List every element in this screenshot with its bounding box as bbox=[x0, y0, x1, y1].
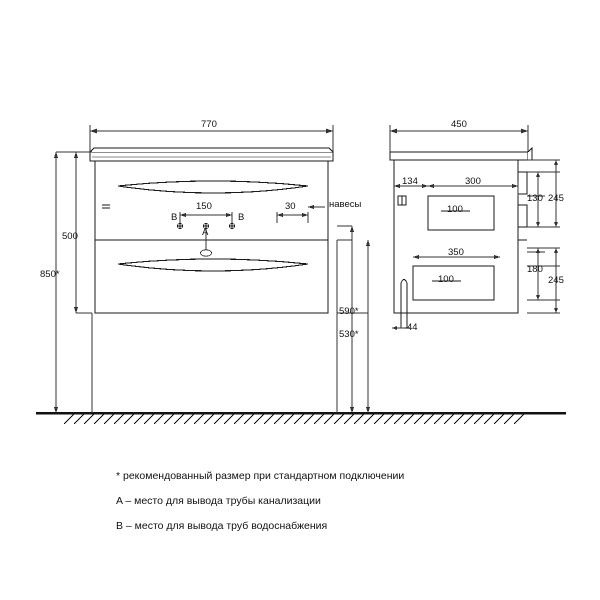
dim-label-130: 130 bbox=[527, 193, 543, 204]
side-countertop bbox=[390, 148, 532, 160]
dim-label-180: 180 bbox=[527, 264, 543, 275]
dim-label-770: 770 bbox=[201, 119, 217, 130]
dim-label-134: 134 bbox=[402, 176, 418, 187]
dim-label-30: 30 bbox=[285, 201, 296, 212]
side-hanger-detail bbox=[518, 172, 527, 252]
dim-label-590: 590* bbox=[339, 306, 359, 317]
marker-b-right-symbol bbox=[229, 223, 234, 228]
marker-a-label: A bbox=[202, 227, 209, 238]
side-44-dimension bbox=[392, 326, 404, 330]
floor-line bbox=[36, 413, 566, 424]
front-left-dimensions bbox=[54, 152, 92, 413]
dim-label-300: 300 bbox=[465, 176, 481, 187]
legend-line-2: A – место для вывода трубы канализации bbox=[116, 495, 321, 507]
dim-label-245-bottom: 245 bbox=[548, 275, 564, 286]
dim-label-150: 150 bbox=[196, 201, 212, 212]
legend-line-1: * рекомендованный размер при стандартном подключении bbox=[116, 470, 405, 482]
legend-notes bbox=[116, 470, 536, 545]
side-right-dimensions bbox=[527, 160, 560, 313]
front-countertop bbox=[90, 148, 333, 161]
marker-b-left-label: B bbox=[171, 212, 178, 223]
dim-label-44: 44 bbox=[407, 322, 418, 333]
dim-label-500: 500 bbox=[62, 231, 78, 242]
dim-label-530: 530* bbox=[339, 329, 359, 340]
front-right-dimensions bbox=[337, 226, 370, 413]
front-cabinet-body bbox=[95, 161, 328, 313]
dim-label-245-top: 245 bbox=[548, 193, 564, 204]
dim-label-100-lower: 100 bbox=[438, 274, 454, 285]
dim-label-450: 450 bbox=[451, 119, 467, 130]
dim-label-850: 850* bbox=[40, 269, 60, 280]
legend-line-3: B – место для вывода труб водоснабжения bbox=[116, 520, 328, 532]
marker-b-left-symbol bbox=[177, 223, 182, 228]
dim-label-350: 350 bbox=[448, 247, 464, 258]
dim-label-100-upper: 100 bbox=[447, 204, 463, 215]
hangers-label: навесы bbox=[329, 199, 362, 210]
marker-b-right-label: B bbox=[238, 212, 245, 223]
side-top-detail bbox=[398, 196, 406, 205]
